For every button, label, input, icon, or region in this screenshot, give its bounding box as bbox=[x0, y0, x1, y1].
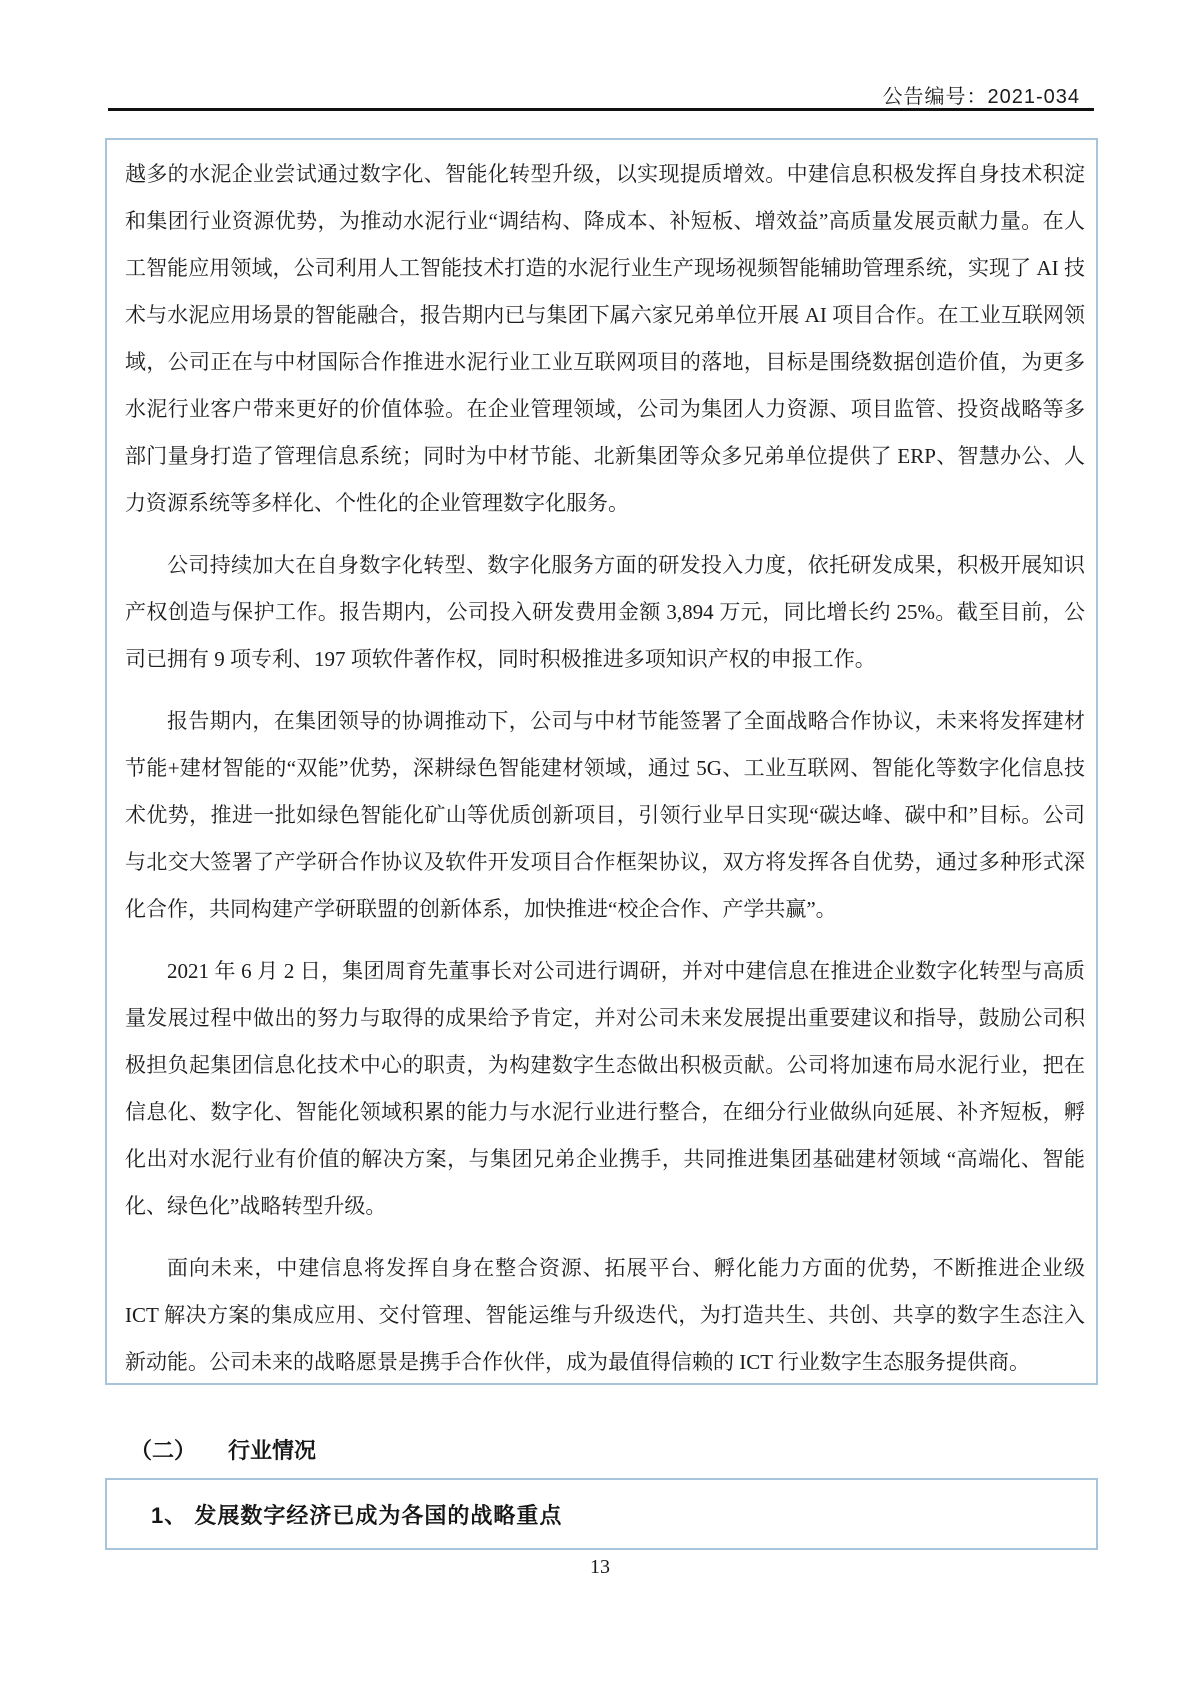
announcement-number: 公告编号：2021-034 bbox=[882, 86, 1080, 108]
business-review-text-box bbox=[105, 138, 1098, 1385]
section-title: 行业情况 bbox=[228, 1438, 317, 1463]
header-divider bbox=[108, 108, 1094, 111]
paragraph-future-vision: 面向未来，中建信息将发挥自身在整合资源、拓展平台、孵化能力方面的优势，不断推进企业级 ICT 解决方案的集成应用、交付管理、智能运维与升级迭代，为打造共生、共创、共享的数字生态注入新动能。公司未来的战略愿景是携手合作伙伴，成为最值得信赖的 ICT 行业数字生态服务提供商。 bbox=[125, 1256, 1085, 1374]
page-number: 13 bbox=[590, 1556, 610, 1578]
paragraph-chairman-visit: 2021 年 6 月 2 日，集团周育先董事长对公司进行调研，并对中建信息在推进企业数字化转型与高质量发展过程中做出的努力与取得的成果给予肯定，并对公司未来发展提出重要建议和指导，鼓励公司积极担负起集团信息化技术中心的职责，为构建数字生态做出积极贡献。公司将加速布局水泥行业，把在信息化、数字化、智能化领域积累的能力与水泥行业进行整合，在细分行业做纵向延展、补齐短板，孵化出对水泥行业有价值的解决方案，与集团兄弟企业携手，共同推进集团基础建材领域 “高端化、智能化、绿色化”战略转型升级。 bbox=[125, 959, 1085, 1218]
subsection-heading-box bbox=[105, 1478, 1098, 1550]
section-number: （二） bbox=[130, 1438, 197, 1463]
section-heading-industry bbox=[130, 1434, 316, 1465]
subsection-title: 1、 发展数字经济已成为各国的战略重点 bbox=[151, 1502, 563, 1528]
paragraph-cement-digitalization: 越多的水泥企业尝试通过数字化、智能化转型升级，以实现提质增效。中建信息积极发挥自身技术积淀和集团行业资源优势，为推动水泥行业“调结构、降成本、补短板、增效益”高质量发展贡献力量。在人工智能应用领域，公司利用人工智能技术打造的水泥行业生产现场视频智能辅助管理系统，实现了 AI 技术与水泥应用场景的智能融合，报告期内已与集团下属六家兄弟单位开展 AI 项目合作。在工业互联网领域，公司正在与中材国际合作推进水泥行业工业互联网项目的落地，目标是围绕数据创造价值，为更多水泥行业客户带来更好的价值体验。在企业管理领域，公司为集团人力资源、项目监管、投资战略等多部门量身打造了管理信息系统；同时为中材节能、北新集团等众多兄弟单位提供了 ERP、智慧办公、人力资源系统等多样化、个性化的企业管理数字化服务。 bbox=[125, 162, 1085, 515]
paragraph-rd-investment: 公司持续加大在自身数字化转型、数字化服务方面的研发投入力度，依托研发成果，积极开展知识产权创造与保护工作。报告期内，公司投入研发费用金额 3,894 万元，同比增长约 25%。截至目前，公司已拥有 9 项专利、197 项软件著作权，同时积极推进多项知识产权的申报工作。 bbox=[125, 553, 1085, 671]
paragraph-strategic-cooperation: 报告期内，在集团领导的协调推动下，公司与中材节能签署了全面战略合作协议，未来将发挥建材节能+建材智能的“双能”优势，深耕绿色智能建材领域，通过 5G、工业互联网、智能化等数字化信息技术优势，推进一批如绿色智能化矿山等优质创新项目，引领行业早日实现“碳达峰、碳中和”目标。公司与北交大签署了产学研合作协议及软件开发项目合作框架协议，双方将发挥各自优势，通过多种形式深化合作，共同构建产学研联盟的创新体系，加快推进“校企合作、产学共赢”。 bbox=[125, 709, 1085, 921]
